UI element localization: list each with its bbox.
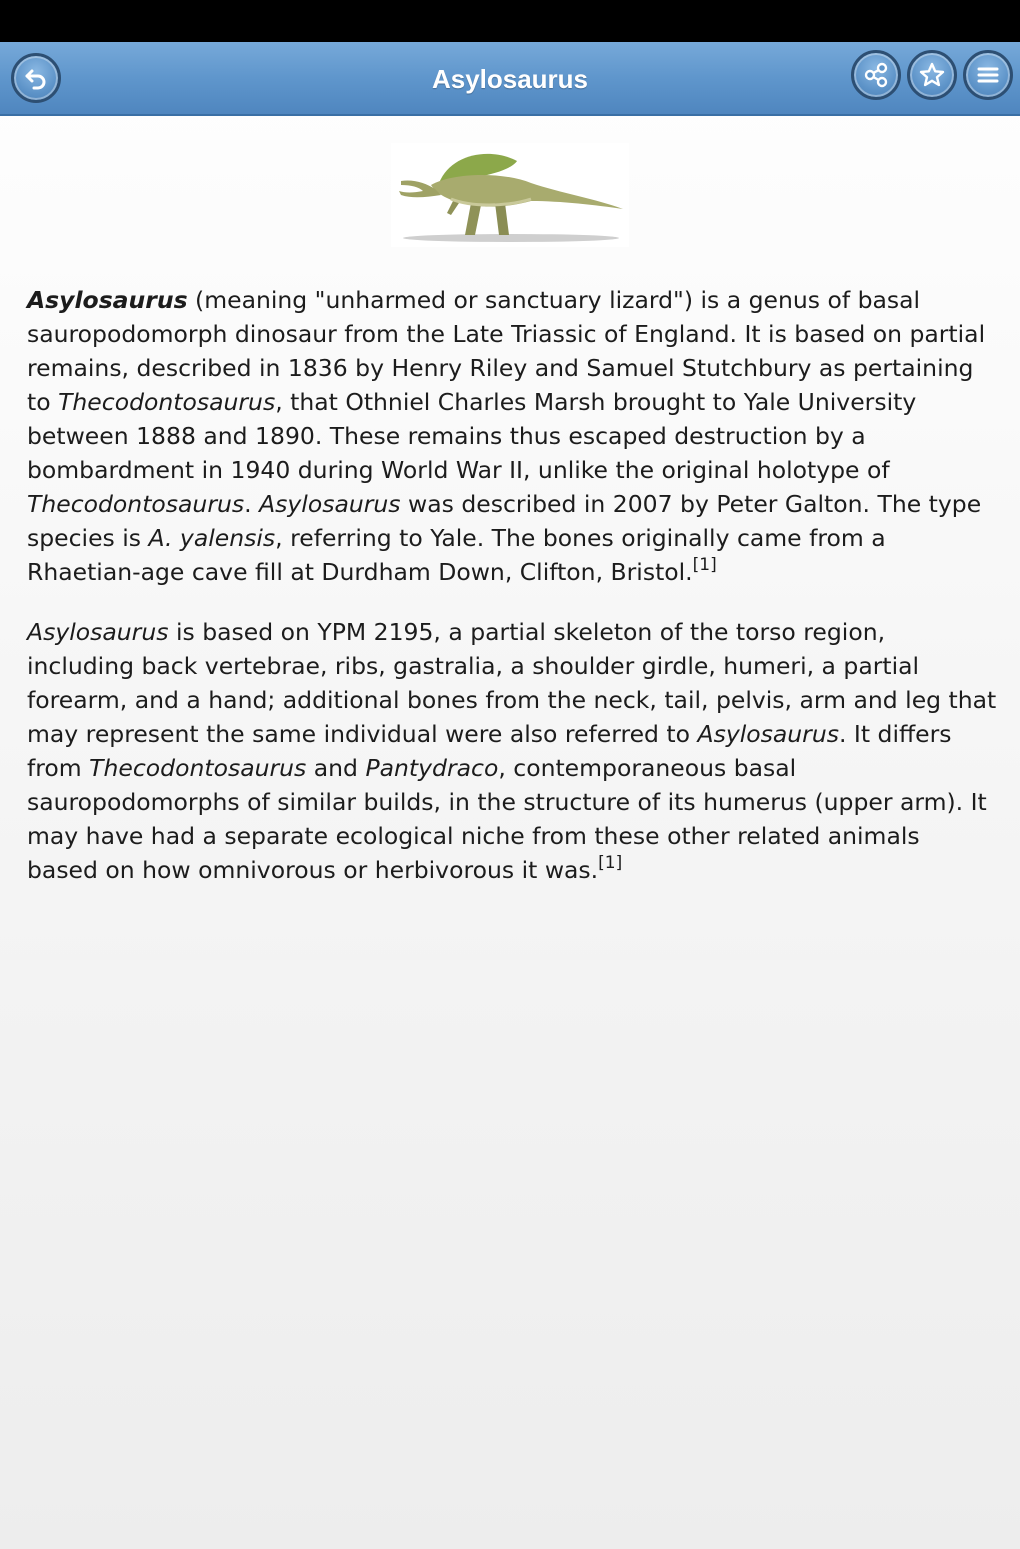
italic-term: Asylosaurus (27, 618, 169, 646)
back-button[interactable] (11, 53, 61, 103)
text-span: was described in 2007 by Peter Galton. The type species is (27, 490, 982, 552)
citation-link[interactable]: [1] (692, 555, 717, 575)
article-title-term: Asylosaurus (27, 286, 188, 314)
text-span: is based on YPM 2195, a partial skeleton of the torso region, including back vertebrae, ribs, gastralia, a shoulder girdle, humeri, a partial forearm, and a hand; additional bones from the neck, tail, pelvis, arm and leg that may represent the same individual were also referred to (27, 618, 997, 748)
hamburger-menu-icon (973, 60, 1003, 90)
italic-term: Thecodontosaurus (89, 754, 307, 782)
italic-term: Asylosaurus (259, 490, 401, 518)
italic-term: Thecodontosaurus (58, 388, 276, 416)
share-icon (861, 60, 891, 90)
article-body (27, 283, 997, 913)
italic-term: Asylosaurus (697, 720, 839, 748)
text-span: (meaning "unharmed or sanctuary lizard") is a genus of basal sauropodomorph dinosaur from the Late Triassic of England. It is based on partial remains, described in 1836 by Henry Riley and Samuel Stutchbury as pertaining to (27, 286, 986, 416)
favorite-button[interactable] (907, 50, 957, 100)
app-bar (0, 42, 1020, 116)
text-span: , referring to Yale. The bones originally came from a Rhaetian-age cave fill at Durdham Down, Clifton, Bristol. (27, 524, 886, 586)
citation-link[interactable]: [1] (598, 853, 623, 873)
dinosaur-illustration (391, 143, 629, 247)
article-paragraph (27, 283, 997, 589)
status-bar (0, 0, 1020, 42)
menu-button[interactable] (963, 50, 1013, 100)
share-button[interactable] (851, 50, 901, 100)
text-span: . It differs from (27, 720, 952, 782)
italic-term: A. yalensis (148, 524, 276, 552)
text-span: , that Othniel Charles Marsh brought to Yale University between 1888 and 1890. These remains thus escaped destruction by a bombardment in 1940 during World War II, unlike the original holotype of (27, 388, 917, 484)
back-arrow-icon (21, 63, 51, 93)
text-span: , contemporaneous basal sauropodomorphs of similar builds, in the structure of its humerus (upper arm). It may have had a separate ecological niche from these other related animals based on how omnivorous or herbivorous it was. (27, 754, 987, 884)
star-icon (917, 60, 947, 90)
italic-term: Thecodontosaurus (27, 490, 245, 518)
italic-term: Pantydraco (365, 754, 499, 782)
text-span: and (306, 754, 366, 782)
article-paragraph (27, 615, 997, 887)
page-title: Asylosaurus (431, 64, 589, 94)
text-span: . (244, 490, 260, 518)
